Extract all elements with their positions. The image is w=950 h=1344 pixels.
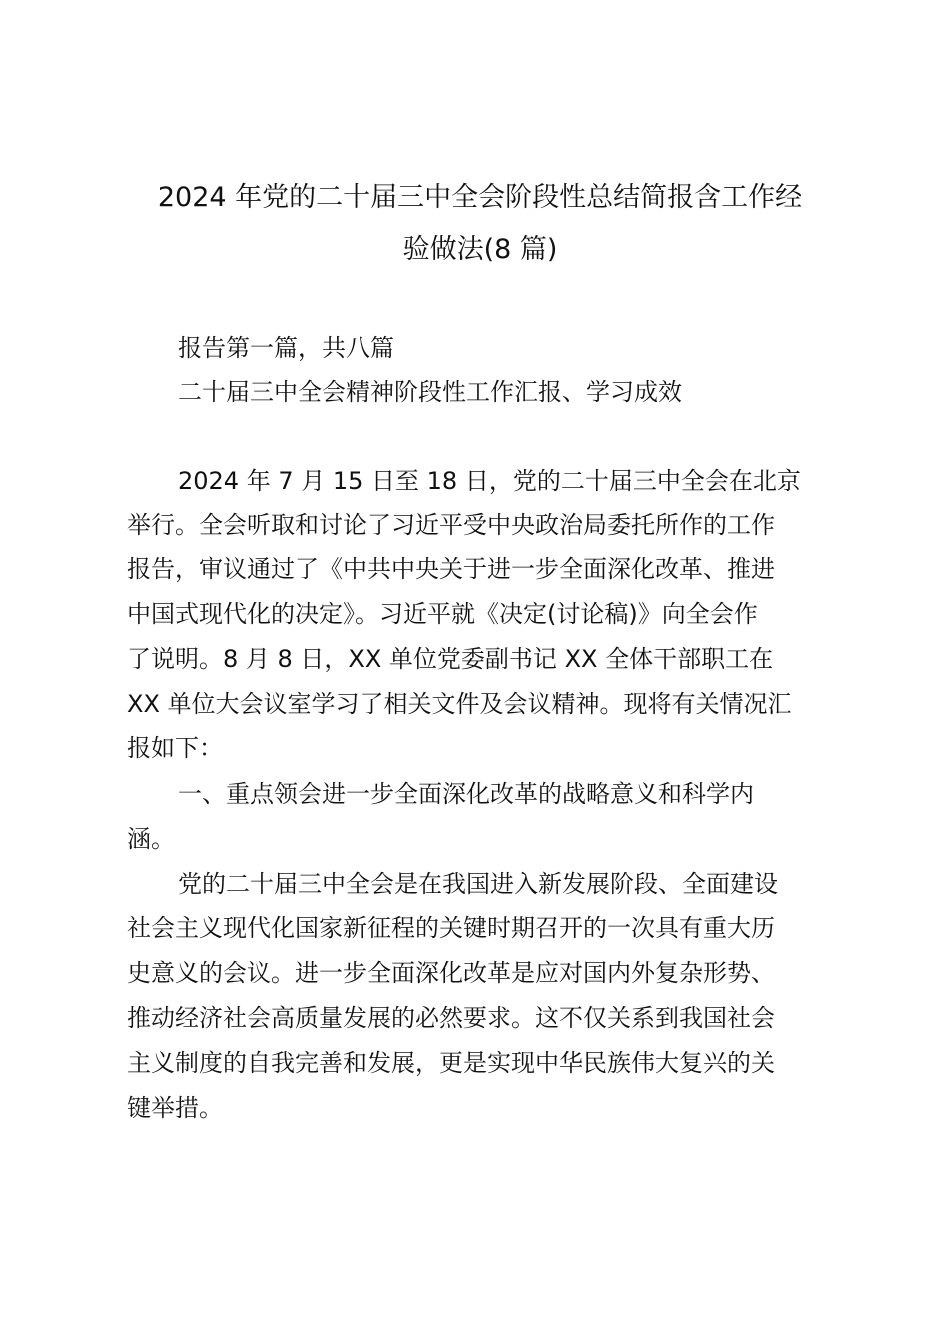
paragraph-2-line: 社会主义现代化国家新征程的关键时期召开的一次具有重大历: [127, 914, 775, 942]
paragraph-1-line: 举行。全会听取和讨论了习近平受中央政治局委托所作的工作: [127, 511, 775, 539]
section-1-heading-line: 一、重点领会进一步全面深化改革的战略意义和科学内: [178, 780, 754, 808]
report-subtitle: 二十届三中全会精神阶段性工作汇报、学习成效: [178, 378, 682, 406]
paragraph-1-line: 中国式现代化的决定》。习近平就《决定(讨论稿)》向全会作: [127, 600, 758, 628]
section-1-heading-line: 涵。: [127, 825, 175, 853]
paragraph-2-line: 党的二十届三中全会是在我国进入新发展阶段、全面建设: [178, 870, 778, 898]
report-number-heading: 报告第一篇，共八篇: [178, 334, 394, 362]
paragraph-2-line: 史意义的会议。进一步全面深化改革是应对国内外复杂形势、: [127, 959, 775, 987]
paragraph-1-line: XX 单位大会议室学习了相关文件及会议精神。现将有关情况汇: [127, 690, 792, 718]
paragraph-2-line: 键举措。: [127, 1094, 223, 1122]
document-title-line-1: 2024 年党的二十届三中全会阶段性总结简报含工作经: [157, 182, 803, 213]
paragraph-2-line: 主义制度的自我完善和发展，更是实现中华民族伟大复兴的关: [127, 1049, 775, 1077]
paragraph-1-line: 了说明。8 月 8 日，XX 单位党委副书记 XX 全体干部职工在: [127, 645, 774, 673]
document-title-line-2: 验做法(8 篇): [402, 234, 558, 265]
paragraph-1-line: 2024 年 7 月 15 日至 18 日，党的二十届三中全会在北京: [178, 467, 801, 495]
paragraph-2-line: 推动经济社会高质量发展的必然要求。这不仅关系到我国社会: [127, 1004, 775, 1032]
paragraph-1-line: 报如下：: [127, 734, 223, 762]
paragraph-1-line: 报告，审议通过了《中共中央关于进一步全面深化改革、推进: [127, 555, 775, 583]
